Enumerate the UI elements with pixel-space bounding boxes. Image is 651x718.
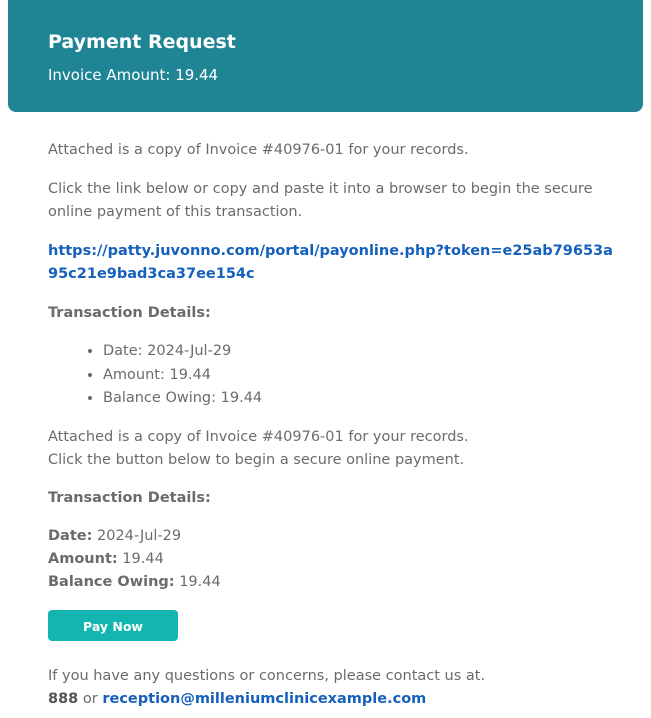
balance-value: 19.44: [179, 573, 221, 590]
transaction-details-title: Transaction Details:: [48, 305, 211, 321]
instructions-text: Click the link below or copy and paste it into a browser to begin the secure online payment of this transaction.: [48, 181, 593, 220]
or-text: or: [82, 690, 98, 707]
email-link[interactable]: reception@milleniumclinicexample.com: [102, 690, 427, 707]
transaction-details-list: [48, 340, 618, 411]
detail-amount: [48, 548, 618, 571]
phone-number: 888: [48, 690, 79, 707]
intro-text-secondary: [48, 426, 618, 472]
date-label: Date:: [48, 527, 93, 544]
header-invoice-amount: Invoice Amount: 19.44: [48, 66, 219, 84]
email-body: [48, 139, 618, 711]
pay-now-button[interactable]: Pay Now: [48, 610, 178, 641]
date-value: 2024-Jul-29: [97, 527, 182, 544]
detail-date: [48, 525, 618, 548]
transaction-details-title-secondary: Transaction Details:: [48, 489, 211, 506]
detail-balance: [48, 571, 618, 594]
payment-link[interactable]: https://patty.juvonno.com/portal/payonline.php?token=e25ab79653a95c21e9bad3ca37ee154c: [48, 243, 613, 282]
contact-line: If you have any questions or concerns, please contact us at.: [48, 667, 486, 684]
intro-line-1: Attached is a copy of Invoice #40976-01 for your records.: [48, 428, 469, 445]
contact-text: [48, 665, 618, 711]
amount-label: Amount:: [48, 550, 118, 567]
email-header: [8, 0, 643, 112]
amount-value: 19.44: [122, 550, 164, 567]
header-title: Payment Request: [48, 31, 236, 53]
intro-line-2: Click the button below to begin a secure online payment.: [48, 451, 465, 468]
list-item: • Balance Owing: 19.44: [103, 387, 618, 411]
list-item: • Amount: 19.44: [103, 364, 618, 388]
list-item: • Date: 2024-Jul-29: [103, 340, 618, 364]
intro-text: Attached is a copy of Invoice #40976-01 for your records.: [48, 142, 469, 158]
balance-label: Balance Owing:: [48, 573, 175, 590]
